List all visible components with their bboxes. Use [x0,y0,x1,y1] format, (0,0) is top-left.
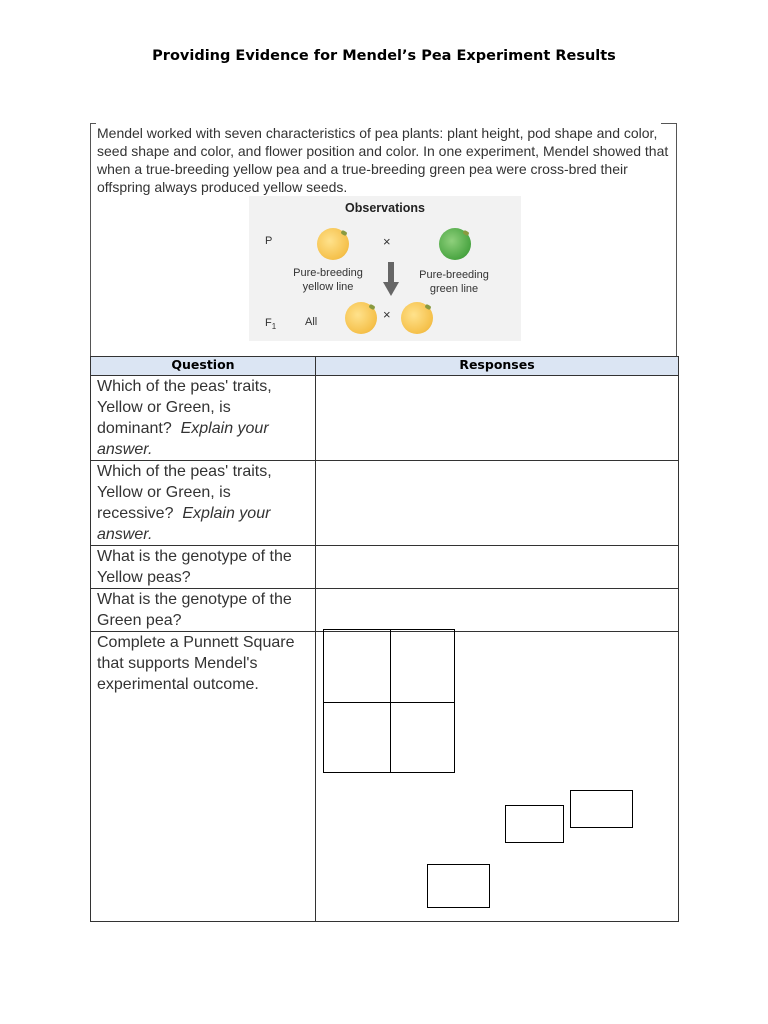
response-cell[interactable] [316,376,679,461]
cross-symbol: × [383,234,391,249]
yellow-pea-icon [317,228,349,260]
table-row [91,376,679,461]
question-header: Question [91,357,316,376]
response-cell[interactable] [316,589,679,632]
green-line-label: Pure-breeding green line [419,269,489,295]
page-title: Providing Evidence for Mendel’s Pea Experiment Results [152,48,616,64]
table-row [91,461,679,546]
f1-yellow-pea-icon [345,302,377,334]
figure-title: Observations [345,201,425,215]
table-row [91,589,679,632]
question-cell: What is the genotype of the Yellow peas? [91,546,316,589]
response-cell[interactable] [316,546,679,589]
green-pea-icon [439,228,471,260]
intro-box [90,123,677,356]
question-cell: Complete a Punnett Square that supports Mendel's experimental outcome. [91,632,316,922]
arrow-down-icon [383,262,399,298]
question-cell: Which of the peas' traits, Yellow or Green, is dominant? Explain your answer. [91,376,316,461]
table-row [91,546,679,589]
all-label: All [305,316,318,328]
f1-yellow-pea-icon [401,302,433,334]
observations-figure [249,196,521,341]
intro-text: Mendel worked with seven characteristics of pea plants: plant height, pod shape and color, seed shape and color, and flower position and color. In one experiment, Mendel showed that when a true-breeding yellow pea and a true-breeding green pea were cross-bred their offspring always produced yellow seeds. [97,125,669,195]
response-cell[interactable] [316,632,679,922]
f1-generation-label: $F_1$ [265,317,277,332]
parent-generation-label: P [265,235,273,247]
table-row [91,632,679,922]
question-cell: What is the genotype of the Green pea? [91,589,316,632]
yellow-line-label: Pure-breeding yellow line [293,267,363,293]
question-cell: Which of the peas' traits, Yellow or Green, is recessive? Explain your answer. [91,461,316,546]
response-cell[interactable] [316,461,679,546]
cross-symbol-f1: × [383,307,391,322]
question-table [90,356,679,922]
responses-header: Responses [316,357,679,376]
